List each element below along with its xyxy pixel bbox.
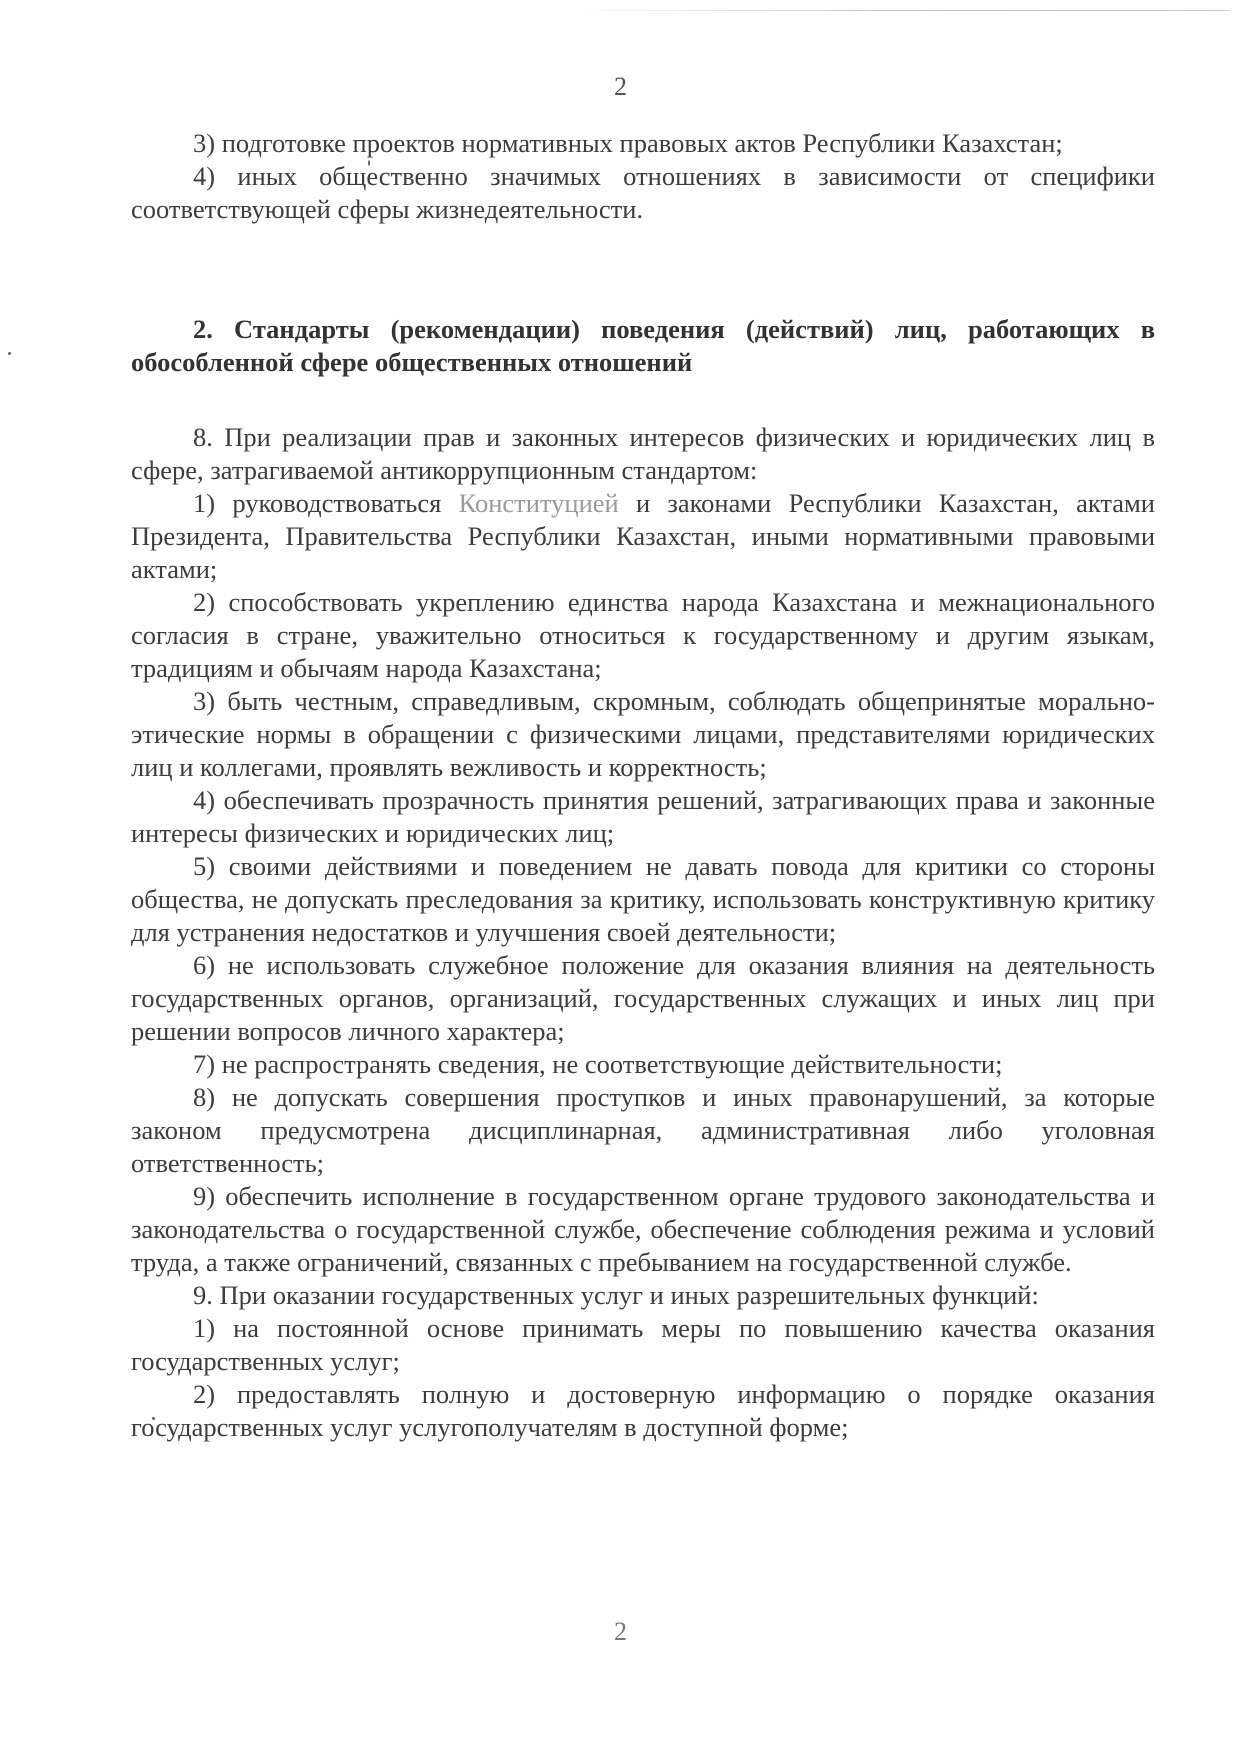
intro-item: 3) подготовке проектов нормативных правовых актов Республики Казахстан; [193, 128, 1063, 158]
scan-edge-line [560, 10, 1230, 11]
clause-8-item: 6) не использовать служебное положение для оказания влияния на деятельность государственных органов, организаций, государственных служащих и иных лиц при решении вопросов личного характера; [131, 950, 1155, 1046]
clause-8-item: 5) своими действиями и поведением не давать повода для критики со стороны общества, не допускать преследования за критику, использовать конструктивную критику для устранения недостатков и улучшения своей деятельности; [131, 851, 1155, 947]
clause-9-lead: 9. При оказании государственных услуг и иных разрешительных функций: [193, 1280, 1039, 1310]
page-number-bottom: 2 [614, 1617, 627, 1646]
item-text: 1) руководствоваться [193, 488, 459, 518]
clause-8-item: 7) не распространять сведения, не соответствующие действительности; [193, 1049, 1003, 1079]
clause-8-item: 2) способствовать укреплению единства народа Казахстана и межнационального согласия в стране, уважительно относиться к государственному и другим языкам, традициям и обычаям народа Казахстана; [131, 587, 1155, 683]
clause-8-item: 9) обеспечить исполнение в государственном органе трудового законодательства и законодательства о государственной службе, обеспечение соблюдения режима и условий труда, а также ограничений, связанных с пребыванием на государственной службе. [131, 1181, 1155, 1277]
section-heading: 2. Стандарты (рекомендации) поведения (действий) лиц, работающих в обособленной сфере общественных отношений [131, 314, 1155, 377]
intro-item: 4) иных общественно значимых отношениях в зависимости от специфики соответствующей сферы жизнедеятельности. [131, 161, 1155, 224]
constitution-link[interactable]: Конституцией [458, 488, 619, 518]
clause-8-item: 4) обеспечивать прозрачность принятия решений, затрагивающих права и законные интересы физических и юридических лиц; [131, 785, 1155, 848]
clause-8-lead: 8. При реализации прав и законных интересов физических и юридичеєких лиц в сфере, затрагиваемой антикоррупционным стандартом: [131, 422, 1155, 485]
clause-8-item: 8) не допускать совершения проступков и иных правонарушений, за которые законом предусмотрена дисциплинарная, административная либо уголовная ответственность; [131, 1082, 1155, 1178]
scan-speck [8, 352, 11, 355]
document-body [131, 127, 1155, 1444]
clause-9-item: 1) на постоянной основе принимать меры по повышению качества оказания государственных услуг; [131, 1313, 1155, 1376]
clause-8-item-1 [131, 487, 1155, 586]
page-number-top: 2 [614, 72, 627, 101]
clause-9-item: 2) предоставлять полную и достоверную информацию о порядке оказания государственных услуг услугополучателям в доступной форме; [131, 1379, 1155, 1442]
clause-8-item: 3) быть честным, справедливым, скромным, соблюдать общепринятые морально-этические нормы в обращении с физическими лицами, представителями юридических лиц и коллегами, проявлять вежливость и корректность; [131, 686, 1155, 782]
item-text: и законами Республики Казахстан, актами Президента, Правительства Республики Казахстан, иными нормативными правовыми актами; [131, 488, 1155, 584]
